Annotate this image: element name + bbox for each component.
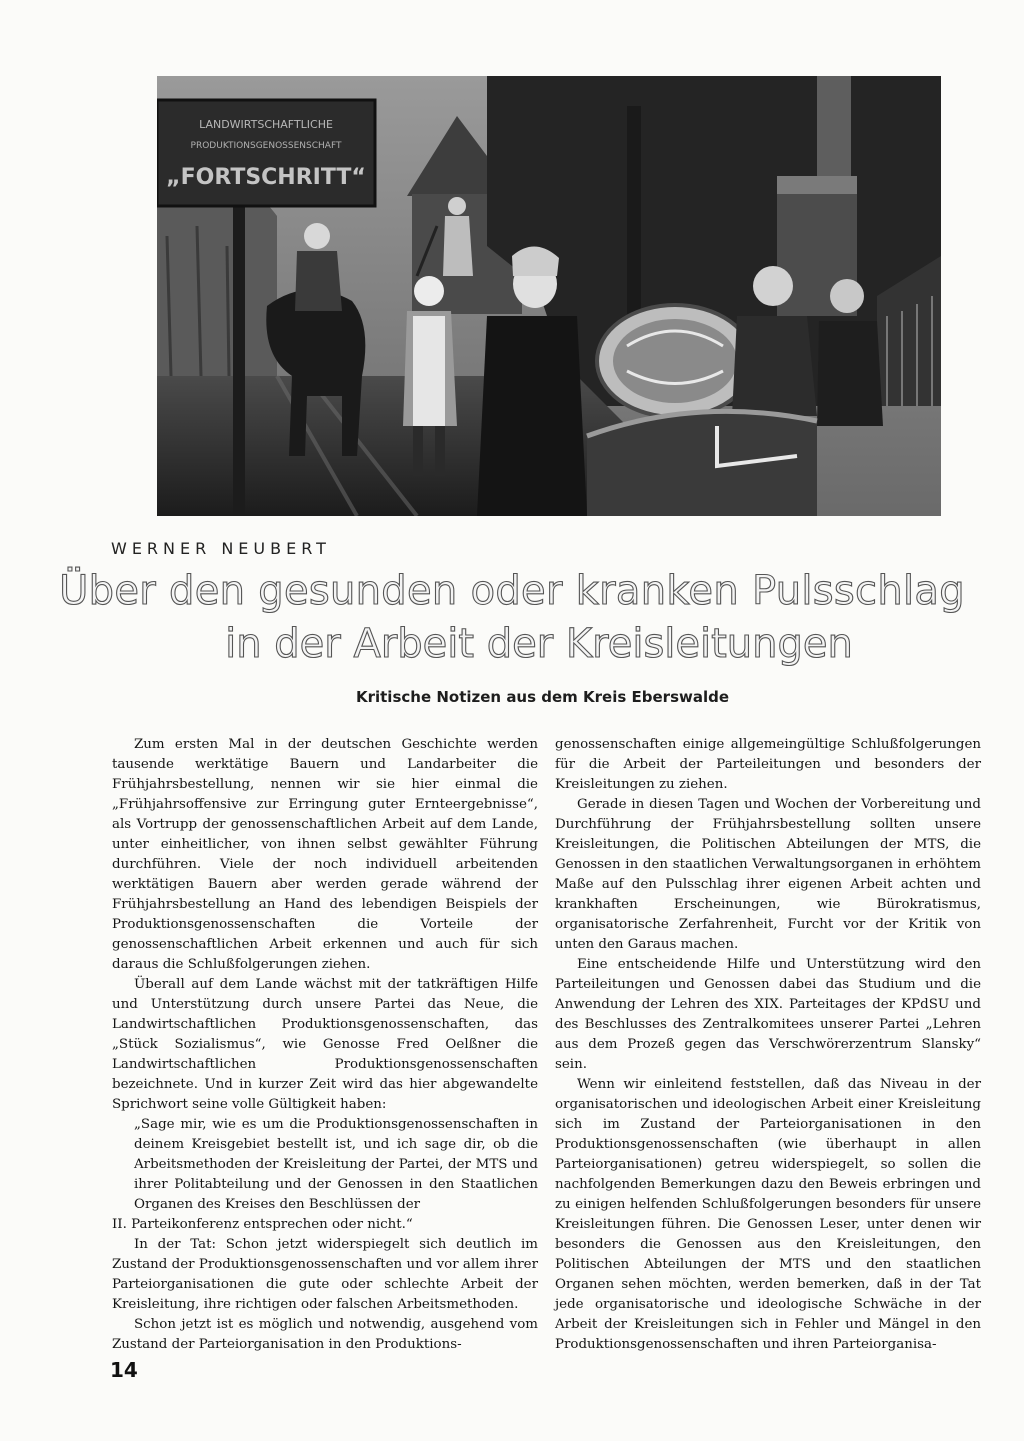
sign-line-2: PRODUKTIONSGENOSSENSCHAFT	[190, 141, 342, 151]
paragraph: Gerade in diesen Tagen und Wochen der Vorbereitung und Durchführung der Frühjahrsbestellung sollten unsere Kreisleitungen, die Politischen Abteilungen der MTS, die Genossen in den staatlichen Verwaltungsorganen in erhöhtem Maße auf den Pulsschlag ihrer eigenen Arbeit achten und krankhaften Erscheinungen, wie Bürokratismus, organisatorische Zerfahrenheit, Furcht vor der Kritik von unten den Garaus machen.	[555, 797, 981, 952]
subtitle: Kritische Notizen aus dem Kreis Eberswalde	[355, 688, 730, 706]
sign-line-3: „FORTSCHRITT“	[166, 165, 366, 190]
article-column-left	[112, 735, 538, 1355]
paragraph: Wenn wir einleitend feststellen, daß das Niveau in der organisatorischen und ideologischen Arbeit einer Kreisleitung sich im Zustand der Parteiorganisationen in den Produktionsgenossenschaften (wie überhaupt in allen Parteiorganisationen) getreu widerspiegelt, so sollen die nachfolgenden Bemerkungen dazu den Beweis erbringen und zu einigen helfenden Schlußfolgerungen besonders für unsere Kreisleitungen führen. Die Genossen Leser, unter denen wir besonders die Genossen aus den Kreisleitungen, den Politischen Abteilungen der MTS und den staatlichen Organen sehen möchten, werden bemerken, daß in der Tat jede organisatorische und ideologische Schwäche in der Arbeit der Kreisleitungen sich in Fehler und Mängel in den Produktionsgenossenschaften und ihren Parteiorganisa-	[555, 1077, 981, 1352]
paragraph: In der Tat: Schon jetzt widerspiegelt sich deutlich im Zustand der Produktionsgenossenschaften und vor allem ihrer Parteiorganisationen die gute oder schlechte Arbeit der Kreisleitung, ihre richtigen oder falschen Arbeitsmethoden.	[112, 1237, 538, 1312]
paragraph: Schon jetzt ist es möglich und notwendig, ausgehend vom Zustand der Parteiorganisation in den Produktions-	[112, 1317, 538, 1352]
farm-scene-illustration	[157, 76, 941, 516]
page-number: 14	[110, 1358, 138, 1382]
paragraph: Überall auf dem Lande wächst mit der tatkräftigen Hilfe und Unterstützung durch unsere Partei das Neue, die Landwirtschaftlichen Produktionsgenossenschaften, das „Stück Sozialismus“, wie Genosse Fred Oelßner die Landwirtschaftlichen Produktionsgenossenschaften bezeichnete. Und in kurzer Zeit wird das hier abgewandelte Sprichwort seine volle Gültigkeit haben:	[112, 977, 538, 1112]
quotation-end: II. Parteikonferenz entsprechen oder nicht.“	[112, 1217, 413, 1232]
article-column-right	[555, 735, 981, 1355]
headline-line-1: Über den gesunden oder kranken Pulsschlag	[59, 568, 965, 614]
paragraph: Zum ersten Mal in der deutschen Geschichte werden tausende werktätige Bauern und Landarbeiter die Frühjahrsbestellung, nennen wir sie hier einmal die „Frühjahrsoffensive zur Erringung guter Ernteergebnisse“, als Vortrupp der genossenschaftlichen Arbeit auf dem Lande, unter einheitlicher, von ihnen selbst gewählter Führung durchführen. Viele der noch individuell arbeitenden werktätigen Bauern aber werden gerade während der Frühjahrsbestellung an Hand des lebendigen Beispiels der Produktionsgenossenschaften die Vorteile der genossenschaftlichen Arbeit erkennen und auch für sich daraus die Schlußfolgerungen ziehen.	[112, 737, 538, 972]
article-photo	[157, 76, 941, 516]
sign-line-1: LANDWIRTSCHAFTLICHE	[199, 118, 333, 131]
paragraph-continued: genossenschaften einige allgemeingültige Schlußfolgerungen für die Arbeit der Parteileitungen und besonders der Kreisleitungen zu ziehen.	[555, 737, 981, 792]
paragraph: Eine entscheidende Hilfe und Unterstützung wird den Parteileitungen und Genossen dabei das Studium und die Anwendung der Lehren des XIX. Parteitages der KPdSU und des Beschlusses des Zentralkomitees unserer Partei „Lehren aus dem Prozeß gegen das Verschwörerzentrum Slansky“ sein.	[555, 957, 981, 1072]
headline-line-2: in der Arbeit der Kreisleitungen	[225, 621, 853, 667]
quotation: „Sage mir, wie es um die Produktionsgenossenschaften in deinem Kreisgebiet bestellt ist, und ich sage dir, ob die Arbeitsmethoden der Kreisleitung der Partei, der MTS und ihrer Politabteilung und der Genossen in den Staatlichen Organen des Kreises den Beschlüssen der	[134, 1117, 538, 1212]
author-name: WERNER NEUBERT	[111, 539, 331, 558]
